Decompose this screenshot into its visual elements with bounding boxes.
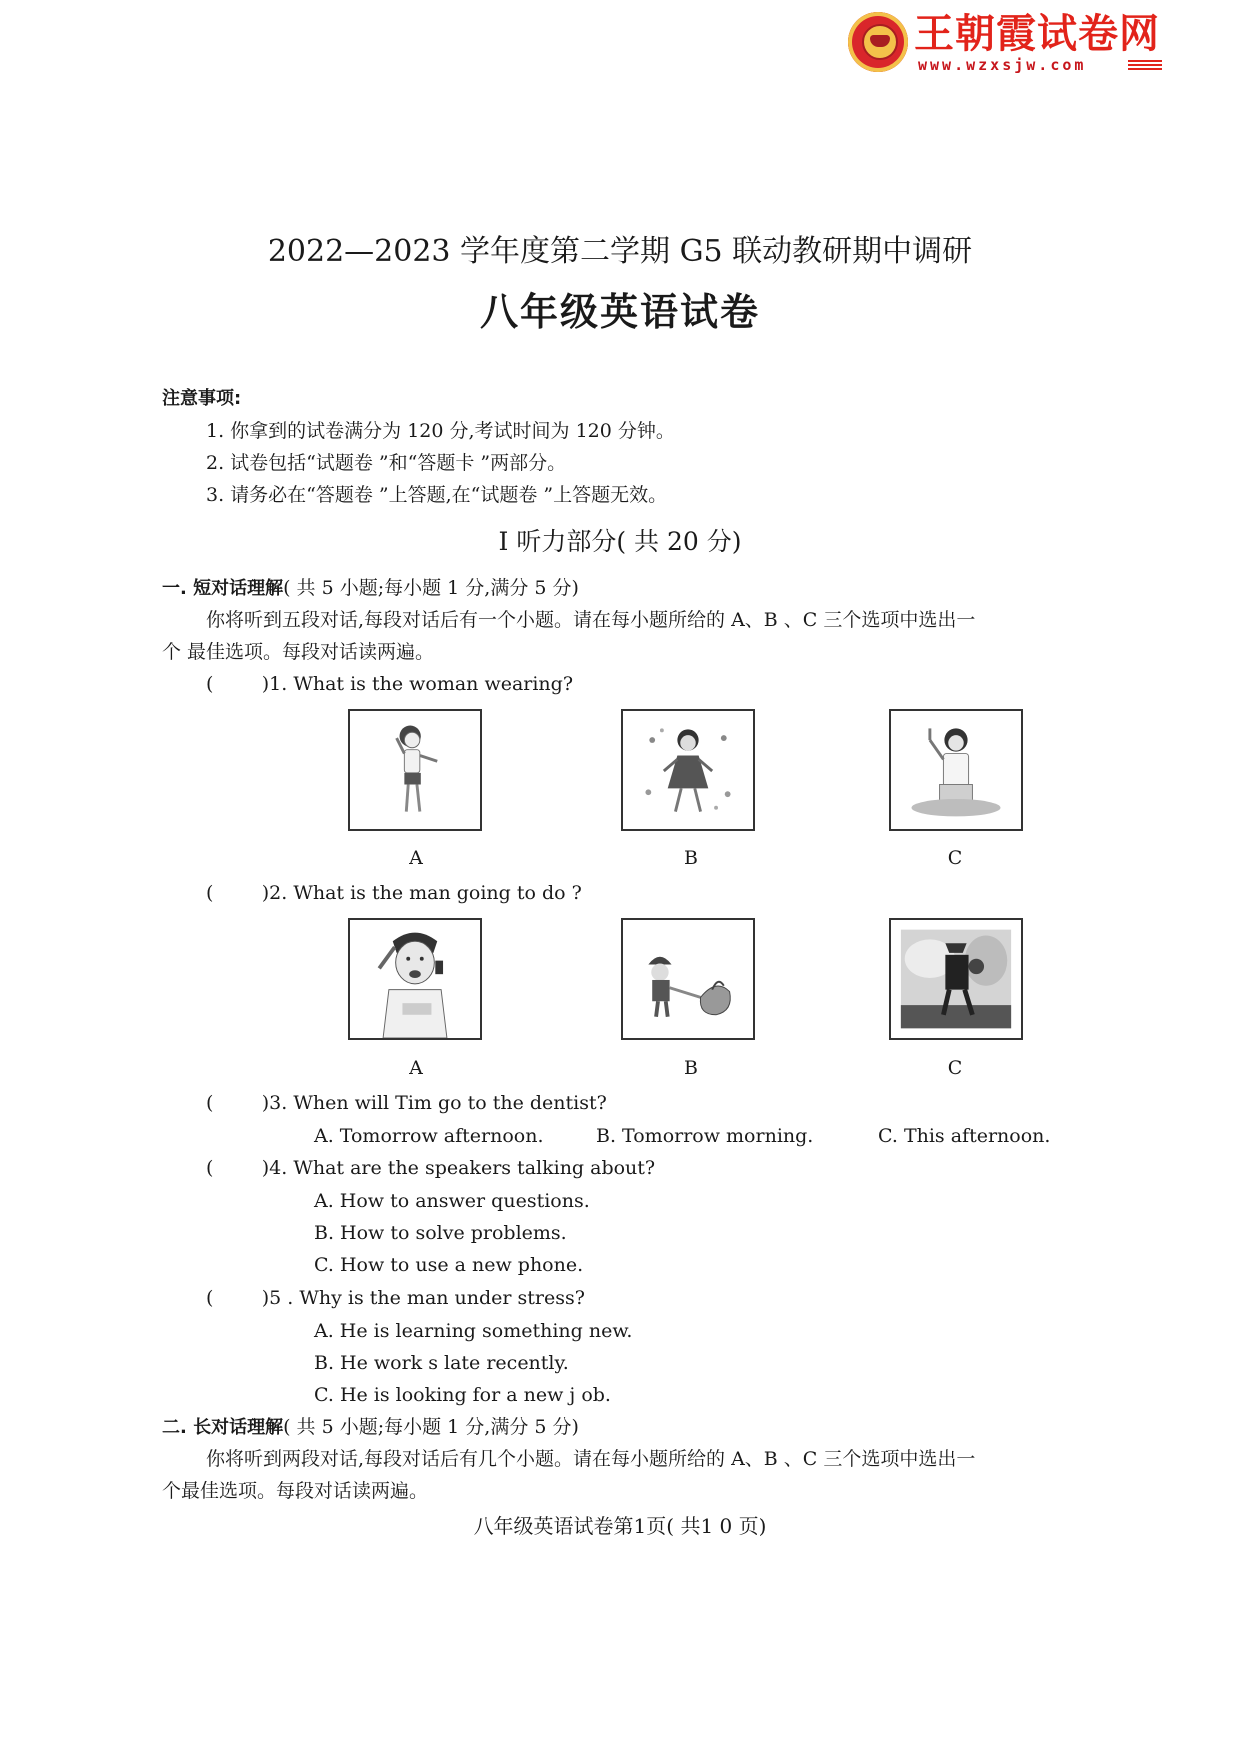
answer-bracket: ( )2.: [206, 882, 288, 904]
option-c: C. How to use a new phone.: [314, 1254, 584, 1276]
logo-name: 王朝霞试卷网: [914, 11, 1160, 57]
question-4: [206, 1155, 655, 1181]
option-label: B: [684, 847, 698, 869]
question-text: What is the man going to do ?: [293, 882, 582, 904]
notice-heading: 注意事项:: [162, 388, 242, 409]
part-title: Ⅰ 听力部分( 共 20 分): [498, 527, 742, 556]
option-label: C: [947, 1057, 963, 1079]
question-3: [206, 1090, 607, 1116]
seal-icon: [848, 12, 908, 72]
section-heading: 一. 短对话理解: [162, 578, 284, 599]
page-footer: 八年级英语试卷第1页( 共1 0 页): [473, 1514, 767, 1538]
section-heading-note: ( 共 5 小题;每小题 1 分,满分 5 分): [283, 1416, 579, 1438]
girl-waving-illustration: [350, 711, 480, 829]
section1-instruction: 你将听到五段对话,每段对话后有一个小题。请在每小题所给的 A、B 、C 三个选项中选出一: [206, 609, 976, 631]
question-5: [206, 1285, 585, 1311]
answer-bracket: ( )5 .: [206, 1287, 294, 1309]
section2-instruction: 个最佳选项。每段对话读两遍。: [162, 1480, 429, 1502]
logo-url: www.wzxsjw.com: [918, 56, 1087, 74]
question-1: [206, 671, 573, 697]
section2-instruction: 你将听到两段对话,每段对话后有几个小题。请在每小题所给的 A、B 、C 三个选项中选出一: [206, 1448, 976, 1470]
option-label: B: [684, 1057, 698, 1079]
question-text: When will Tim go to the dentist?: [293, 1092, 607, 1114]
notice-item: 3. 请务必在“答题卷 ”上答题,在“试题卷 ”上答题无效。: [206, 484, 668, 506]
section2-heading-line: [162, 1414, 579, 1441]
option-label: A: [409, 1057, 423, 1079]
exam-subtitle: 八年级英语试卷: [479, 290, 760, 334]
stripes-decoration: [1128, 60, 1162, 72]
answer-bracket: ( )4.: [206, 1157, 288, 1179]
notice-item: 1. 你拿到的试卷满分为 120 分,考试时间为 120 分钟。: [206, 420, 675, 442]
rescue-scene-illustration: [891, 920, 1021, 1038]
answer-bracket: ( )1.: [206, 673, 288, 695]
option-c: C. He is looking for a new j ob.: [314, 1384, 611, 1406]
q2-picture-c: [889, 918, 1023, 1040]
option-a: A. How to answer questions.: [314, 1190, 590, 1212]
option-b: B. How to solve problems.: [314, 1222, 567, 1244]
section1-instruction: 个 最佳选项。每段对话读两遍。: [162, 641, 435, 663]
woman-with-laptop-illustration: [891, 711, 1021, 829]
question-text: Why is the man under stress?: [299, 1287, 585, 1309]
notice-item: 2. 试卷包括“试题卷 ”和“答题卡 ”两部分。: [206, 452, 567, 474]
man-on-phone-illustration: [350, 920, 480, 1038]
section-heading: 二. 长对话理解: [162, 1417, 284, 1438]
q1-picture-b: [621, 709, 755, 831]
section-heading-note: ( 共 5 小题;每小题 1 分,满分 5 分): [283, 577, 579, 599]
q1-picture-a: [348, 709, 482, 831]
section1-heading-line: [162, 575, 579, 602]
exam-title: 2022—2023 学年度第二学期 G5 联动教研期中调研: [267, 234, 973, 269]
option-label: A: [409, 847, 423, 869]
option-b: B. Tomorrow morning.: [596, 1125, 814, 1147]
girl-dancing-illustration: [623, 711, 753, 829]
option-a: A. He is learning something new.: [314, 1320, 633, 1342]
option-label: C: [947, 847, 963, 869]
question-text: What are the speakers talking about?: [293, 1157, 656, 1179]
site-logo: [848, 10, 1168, 76]
option-b: B. He work s late recently.: [314, 1352, 569, 1374]
question-text: What is the woman wearing?: [293, 673, 574, 695]
option-a: A. Tomorrow afternoon.: [314, 1125, 544, 1147]
firefighter-illustration: [623, 920, 753, 1038]
question-2: [206, 880, 582, 906]
q2-picture-b: [621, 918, 755, 1040]
q2-picture-a: [348, 918, 482, 1040]
answer-bracket: ( )3.: [206, 1092, 288, 1114]
q1-picture-c: [889, 709, 1023, 831]
option-c: C. This afternoon.: [878, 1125, 1051, 1147]
